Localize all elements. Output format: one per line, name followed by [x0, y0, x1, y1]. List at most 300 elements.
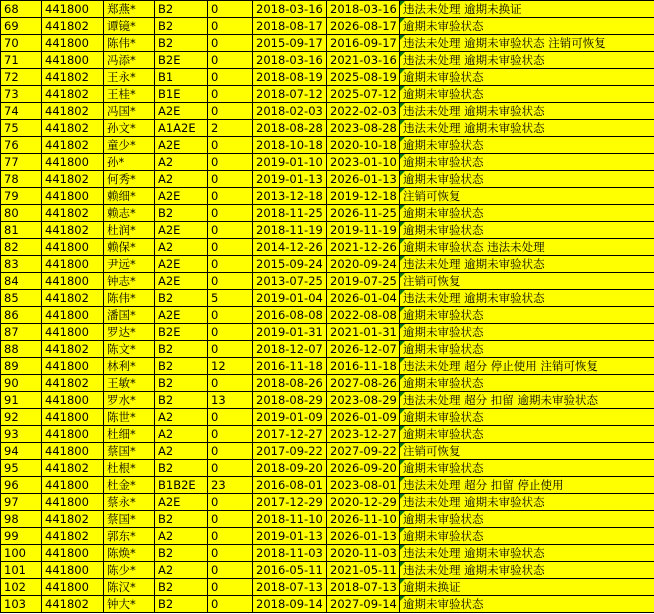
cell-status[interactable]: 违法未处理 逾期未审验状态 [400, 52, 654, 69]
cell-valid-until[interactable]: 2022-02-03 [327, 103, 400, 120]
cell-name[interactable]: 杜细* [104, 426, 155, 443]
cell-status[interactable]: 逾期未审验状态 [400, 426, 654, 443]
cell-license-class[interactable]: B2E [155, 324, 208, 341]
cell-issue-date[interactable]: 2019-01-09 [253, 409, 327, 426]
table-row [1, 443, 654, 460]
cell-status[interactable]: 违法未处理 逾期未审验状态 [400, 545, 654, 562]
cell-license-class[interactable]: B2 [155, 18, 208, 35]
cell-area-code[interactable]: 441800 [42, 545, 104, 562]
cell-issue-date[interactable]: 2018-10-18 [253, 137, 327, 154]
cell-issue-date[interactable]: 2018-12-07 [253, 341, 327, 358]
cell-license-class[interactable]: B1B2E [155, 477, 208, 494]
table-row [1, 307, 654, 324]
cell-area-code[interactable]: 441800 [42, 1, 104, 18]
cell-status[interactable]: 逾期未审验状态 [400, 341, 654, 358]
cell-row-number[interactable]: 101 [1, 562, 42, 579]
cell-license-class[interactable]: A2 [155, 426, 208, 443]
cell-points[interactable]: 0 [208, 443, 253, 460]
cell-points[interactable]: 12 [208, 358, 253, 375]
cell-valid-until[interactable]: 2027-09-14 [327, 596, 400, 613]
cell-issue-date[interactable]: 2018-11-19 [253, 222, 327, 239]
cell-points[interactable]: 0 [208, 562, 253, 579]
cell-license-class[interactable]: A2 [155, 171, 208, 188]
cell-status[interactable]: 注销可恢复 [400, 443, 654, 460]
cell-license-class[interactable]: B2 [155, 341, 208, 358]
cell-license-class[interactable]: B2E [155, 52, 208, 69]
cell-status[interactable]: 违法未处理 逾期未审验状态 [400, 256, 654, 273]
cell-name[interactable]: 谭镜* [104, 18, 155, 35]
cell-license-class[interactable]: A2E [155, 256, 208, 273]
cell-license-class[interactable]: B2 [155, 290, 208, 307]
cell-row-number[interactable]: 78 [1, 171, 42, 188]
cell-issue-date[interactable]: 2018-09-14 [253, 596, 327, 613]
cell-row-number[interactable]: 95 [1, 460, 42, 477]
cell-valid-until[interactable]: 2021-12-26 [327, 239, 400, 256]
cell-name[interactable]: 王敏* [104, 375, 155, 392]
cell-points[interactable]: 0 [208, 52, 253, 69]
cell-name[interactable]: 陈伟* [104, 35, 155, 52]
cell-area-code[interactable]: 441802 [42, 103, 104, 120]
cell-area-code[interactable]: 441800 [42, 562, 104, 579]
cell-name[interactable]: 陈伟* [104, 290, 155, 307]
cell-name[interactable]: 钟大* [104, 596, 155, 613]
cell-license-class[interactable]: B2 [155, 579, 208, 596]
cell-row-number[interactable]: 80 [1, 205, 42, 222]
cell-points[interactable]: 0 [208, 256, 253, 273]
cell-name[interactable]: 赖细* [104, 188, 155, 205]
cell-area-code[interactable]: 441802 [42, 171, 104, 188]
cell-area-code[interactable]: 441800 [42, 358, 104, 375]
cell-status[interactable]: 逾期未审验状态 [400, 69, 654, 86]
cell-name[interactable]: 蔡永* [104, 494, 155, 511]
cell-valid-until[interactable]: 2019-11-19 [327, 222, 400, 239]
cell-license-class[interactable]: A2 [155, 528, 208, 545]
cell-name[interactable]: 杜润* [104, 222, 155, 239]
cell-name[interactable]: 陈世* [104, 409, 155, 426]
cell-points[interactable]: 0 [208, 579, 253, 596]
cell-row-number[interactable]: 86 [1, 307, 42, 324]
cell-area-code[interactable]: 441800 [42, 35, 104, 52]
cell-row-number[interactable]: 83 [1, 256, 42, 273]
cell-status[interactable]: 逾期未审验状态 [400, 154, 654, 171]
cell-license-class[interactable]: B2 [155, 205, 208, 222]
cell-license-class[interactable]: A2E [155, 103, 208, 120]
cell-valid-until[interactable]: 2027-09-22 [327, 443, 400, 460]
cell-license-class[interactable]: B2 [155, 375, 208, 392]
cell-valid-until[interactable]: 2018-03-16 [327, 1, 400, 18]
cell-row-number[interactable]: 76 [1, 137, 42, 154]
cell-area-code[interactable]: 441802 [42, 205, 104, 222]
cell-area-code[interactable]: 441802 [42, 137, 104, 154]
cell-status[interactable]: 逾期未审验状态 [400, 375, 654, 392]
cell-issue-date[interactable]: 2017-09-22 [253, 443, 327, 460]
cell-row-number[interactable]: 85 [1, 290, 42, 307]
cell-area-code[interactable]: 441800 [42, 52, 104, 69]
cell-valid-until[interactable]: 2026-01-13 [327, 528, 400, 545]
cell-status[interactable]: 逾期未审验状态 [400, 205, 654, 222]
cell-area-code[interactable]: 441802 [42, 120, 104, 137]
cell-name[interactable]: 孙文* [104, 120, 155, 137]
cell-name[interactable]: 陈文* [104, 341, 155, 358]
cell-issue-date[interactable]: 2018-03-16 [253, 1, 327, 18]
cell-row-number[interactable]: 82 [1, 239, 42, 256]
cell-valid-until[interactable]: 2026-11-10 [327, 511, 400, 528]
cell-license-class[interactable]: A2 [155, 239, 208, 256]
cell-name[interactable]: 潘国* [104, 307, 155, 324]
cell-area-code[interactable]: 441802 [42, 511, 104, 528]
cell-area-code[interactable]: 441800 [42, 494, 104, 511]
cell-status[interactable]: 逾期未审验状态 [400, 528, 654, 545]
cell-issue-date[interactable]: 2018-07-12 [253, 86, 327, 103]
cell-license-class[interactable]: B2 [155, 545, 208, 562]
cell-issue-date[interactable]: 2017-12-27 [253, 426, 327, 443]
cell-points[interactable]: 0 [208, 341, 253, 358]
cell-valid-until[interactable]: 2021-05-11 [327, 562, 400, 579]
cell-valid-until[interactable]: 2026-12-07 [327, 341, 400, 358]
cell-valid-until[interactable]: 2025-07-12 [327, 86, 400, 103]
cell-issue-date[interactable]: 2019-01-10 [253, 154, 327, 171]
table-row [1, 392, 654, 409]
cell-issue-date[interactable]: 2018-08-17 [253, 18, 327, 35]
cell-license-class[interactable]: A2E [155, 494, 208, 511]
cell-area-code[interactable]: 441800 [42, 154, 104, 171]
cell-status[interactable]: 违法未处理 逾期未换证 [400, 1, 654, 18]
cell-name[interactable]: 蔡国* [104, 511, 155, 528]
cell-name[interactable]: 冯国* [104, 103, 155, 120]
cell-points[interactable]: 0 [208, 273, 253, 290]
cell-issue-date[interactable]: 2014-12-26 [253, 239, 327, 256]
cell-valid-until[interactable]: 2026-01-04 [327, 290, 400, 307]
cell-license-class[interactable]: A2E [155, 222, 208, 239]
cell-issue-date[interactable]: 2018-07-13 [253, 579, 327, 596]
cell-row-number[interactable]: 74 [1, 103, 42, 120]
cell-name[interactable]: 蔡国* [104, 443, 155, 460]
cell-points[interactable]: 0 [208, 460, 253, 477]
cell-issue-date[interactable]: 2013-07-25 [253, 273, 327, 290]
cell-points[interactable]: 0 [208, 222, 253, 239]
cell-license-class[interactable]: B2 [155, 460, 208, 477]
cell-status[interactable]: 逾期未审验状态 [400, 137, 654, 154]
cell-row-number[interactable]: 98 [1, 511, 42, 528]
cell-row-number[interactable]: 79 [1, 188, 42, 205]
cell-area-code[interactable]: 441802 [42, 86, 104, 103]
cell-name[interactable]: 赖保* [104, 239, 155, 256]
cell-row-number[interactable]: 89 [1, 358, 42, 375]
cell-row-number[interactable]: 97 [1, 494, 42, 511]
cell-valid-until[interactable]: 2016-09-17 [327, 35, 400, 52]
cell-points[interactable]: 0 [208, 205, 253, 222]
cell-valid-until[interactable]: 2019-12-18 [327, 188, 400, 205]
cell-valid-until[interactable]: 2019-07-25 [327, 273, 400, 290]
cell-issue-date[interactable]: 2018-02-03 [253, 103, 327, 120]
cell-valid-until[interactable]: 2020-09-24 [327, 256, 400, 273]
cell-issue-date[interactable]: 2016-08-01 [253, 477, 327, 494]
cell-valid-until[interactable]: 2025-08-19 [327, 69, 400, 86]
cell-area-code[interactable]: 441800 [42, 443, 104, 460]
cell-status[interactable]: 逾期未审验状态 违法未处理 [400, 239, 654, 256]
cell-points[interactable]: 0 [208, 426, 253, 443]
table-row [1, 273, 654, 290]
cell-points[interactable]: 0 [208, 528, 253, 545]
cell-points[interactable]: 0 [208, 1, 253, 18]
cell-row-number[interactable]: 87 [1, 324, 42, 341]
cell-area-code[interactable]: 441800 [42, 477, 104, 494]
cell-license-class[interactable]: B2 [155, 596, 208, 613]
cell-license-class[interactable]: B1E [155, 86, 208, 103]
cell-status[interactable]: 逾期未审验状态 [400, 596, 654, 613]
cell-row-number[interactable]: 70 [1, 35, 42, 52]
cell-name[interactable]: 陈焕* [104, 545, 155, 562]
cell-name[interactable]: 赖志* [104, 205, 155, 222]
cell-license-class[interactable]: B2 [155, 358, 208, 375]
cell-area-code[interactable]: 441800 [42, 239, 104, 256]
cell-row-number[interactable]: 68 [1, 1, 42, 18]
cell-points[interactable]: 0 [208, 69, 253, 86]
cell-valid-until[interactable]: 2020-11-03 [327, 545, 400, 562]
table-row [1, 256, 654, 273]
cell-points[interactable]: 0 [208, 103, 253, 120]
cell-name[interactable]: 尹远* [104, 256, 155, 273]
cell-issue-date[interactable]: 2018-09-20 [253, 460, 327, 477]
table-row [1, 341, 654, 358]
cell-status[interactable]: 违法未处理 超分 扣留 停止使用 [400, 477, 654, 494]
cell-points[interactable]: 0 [208, 324, 253, 341]
cell-name[interactable]: 何秀* [104, 171, 155, 188]
cell-status[interactable]: 逾期未审验状态 [400, 409, 654, 426]
cell-area-code[interactable]: 441800 [42, 426, 104, 443]
cell-status[interactable]: 逾期未审验状态 [400, 511, 654, 528]
cell-license-class[interactable]: A2E [155, 273, 208, 290]
cell-area-code[interactable]: 441800 [42, 392, 104, 409]
cell-row-number[interactable]: 73 [1, 86, 42, 103]
cell-points[interactable]: 0 [208, 154, 253, 171]
cell-points[interactable]: 0 [208, 307, 253, 324]
cell-points[interactable]: 0 [208, 596, 253, 613]
cell-license-class[interactable]: A2 [155, 562, 208, 579]
cell-name[interactable]: 陈汉* [104, 579, 155, 596]
cell-valid-until[interactable]: 2023-01-10 [327, 154, 400, 171]
cell-points[interactable]: 23 [208, 477, 253, 494]
cell-points[interactable]: 0 [208, 35, 253, 52]
cell-valid-until[interactable]: 2026-09-20 [327, 460, 400, 477]
cell-area-code[interactable]: 441800 [42, 273, 104, 290]
cell-status[interactable]: 逾期未审验状态 [400, 86, 654, 103]
cell-area-code[interactable]: 441802 [42, 222, 104, 239]
cell-area-code[interactable]: 441800 [42, 579, 104, 596]
cell-status[interactable]: 逾期未审验状态 [400, 460, 654, 477]
cell-valid-until[interactable]: 2016-11-18 [327, 358, 400, 375]
cell-license-class[interactable]: A1A2E [155, 120, 208, 137]
cell-status[interactable]: 逾期未换证 [400, 579, 654, 596]
cell-area-code[interactable]: 441802 [42, 375, 104, 392]
cell-issue-date[interactable]: 2018-08-26 [253, 375, 327, 392]
cell-points[interactable]: 0 [208, 409, 253, 426]
cell-issue-date[interactable]: 2013-12-18 [253, 188, 327, 205]
cell-license-class[interactable]: A2E [155, 307, 208, 324]
cell-issue-date[interactable]: 2018-11-25 [253, 205, 327, 222]
cell-row-number[interactable]: 102 [1, 579, 42, 596]
cell-status[interactable]: 违法未处理 逾期未审验状态 注销可恢复 [400, 35, 654, 52]
table-row [1, 103, 654, 120]
cell-name[interactable]: 童少* [104, 137, 155, 154]
cell-status[interactable]: 违法未处理 逾期未审验状态 [400, 494, 654, 511]
cell-name[interactable]: 王桂* [104, 86, 155, 103]
cell-points[interactable]: 0 [208, 494, 253, 511]
cell-row-number[interactable]: 75 [1, 120, 42, 137]
cell-issue-date[interactable]: 2018-08-28 [253, 120, 327, 137]
cell-license-class[interactable]: A2E [155, 137, 208, 154]
cell-issue-date[interactable]: 2016-11-18 [253, 358, 327, 375]
cell-name[interactable]: 郭东* [104, 528, 155, 545]
cell-row-number[interactable]: 88 [1, 341, 42, 358]
cell-valid-until[interactable]: 2026-01-13 [327, 171, 400, 188]
cell-name[interactable]: 钟志* [104, 273, 155, 290]
cell-area-code[interactable]: 441800 [42, 188, 104, 205]
cell-area-code[interactable]: 441802 [42, 596, 104, 613]
cell-name[interactable]: 杜根* [104, 460, 155, 477]
cell-points[interactable]: 0 [208, 137, 253, 154]
cell-license-class[interactable]: B2 [155, 1, 208, 18]
cell-points[interactable]: 2 [208, 120, 253, 137]
cell-status[interactable]: 逾期未审验状态 [400, 324, 654, 341]
cell-status[interactable]: 违法未处理 逾期未审验状态 [400, 290, 654, 307]
cell-valid-until[interactable]: 2021-03-16 [327, 52, 400, 69]
cell-valid-until[interactable]: 2023-08-29 [327, 392, 400, 409]
cell-valid-until[interactable]: 2026-11-25 [327, 205, 400, 222]
cell-points[interactable]: 0 [208, 18, 253, 35]
cell-status[interactable]: 违法未处理 逾期未审验状态 [400, 562, 654, 579]
cell-area-code[interactable]: 441802 [42, 69, 104, 86]
cell-license-class[interactable]: B2 [155, 392, 208, 409]
cell-license-class[interactable]: A2 [155, 409, 208, 426]
cell-license-class[interactable]: B2 [155, 35, 208, 52]
cell-area-code[interactable]: 441800 [42, 409, 104, 426]
cell-issue-date[interactable]: 2018-08-29 [253, 392, 327, 409]
cell-name[interactable]: 罗达* [104, 324, 155, 341]
cell-area-code[interactable]: 441800 [42, 324, 104, 341]
table-row [1, 409, 654, 426]
cell-row-number[interactable]: 103 [1, 596, 42, 613]
cell-valid-until[interactable]: 2020-10-18 [327, 137, 400, 154]
cell-issue-date[interactable]: 2016-08-08 [253, 307, 327, 324]
cell-points[interactable]: 5 [208, 290, 253, 307]
cell-status[interactable]: 违法未处理 超分 扣留 逾期未审验状态 [400, 392, 654, 409]
cell-status[interactable]: 注销可恢复 [400, 188, 654, 205]
cell-area-code[interactable]: 441802 [42, 18, 104, 35]
cell-status[interactable]: 违法未处理 逾期未审验状态 [400, 103, 654, 120]
cell-name[interactable]: 王永* [104, 69, 155, 86]
cell-row-number[interactable]: 93 [1, 426, 42, 443]
cell-issue-date[interactable]: 2018-08-19 [253, 69, 327, 86]
cell-license-class[interactable]: B2 [155, 511, 208, 528]
cell-row-number[interactable]: 94 [1, 443, 42, 460]
cell-license-class[interactable]: A2 [155, 443, 208, 460]
cell-issue-date[interactable]: 2019-01-31 [253, 324, 327, 341]
cell-license-class[interactable]: A2E [155, 188, 208, 205]
cell-name[interactable]: 林利* [104, 358, 155, 375]
cell-row-number[interactable]: 90 [1, 375, 42, 392]
cell-valid-until[interactable]: 2020-12-29 [327, 494, 400, 511]
cell-row-number[interactable]: 81 [1, 222, 42, 239]
cell-name[interactable]: 冯添* [104, 52, 155, 69]
cell-status[interactable]: 逾期未审验状态 [400, 171, 654, 188]
cell-name[interactable]: 罗水* [104, 392, 155, 409]
table-row [1, 222, 654, 239]
cell-status[interactable]: 违法未处理 逾期未审验状态 [400, 120, 654, 137]
cell-row-number[interactable]: 84 [1, 273, 42, 290]
cell-area-code[interactable]: 441802 [42, 528, 104, 545]
cell-row-number[interactable]: 77 [1, 154, 42, 171]
cell-name[interactable]: 郑燕* [104, 1, 155, 18]
cell-issue-date[interactable]: 2018-11-03 [253, 545, 327, 562]
cell-row-number[interactable]: 69 [1, 18, 42, 35]
cell-row-number[interactable]: 92 [1, 409, 42, 426]
cell-issue-date[interactable]: 2015-09-17 [253, 35, 327, 52]
cell-points[interactable]: 0 [208, 239, 253, 256]
cell-valid-until[interactable]: 2023-08-01 [327, 477, 400, 494]
cell-valid-until[interactable]: 2021-01-31 [327, 324, 400, 341]
cell-name[interactable]: 陈少* [104, 562, 155, 579]
cell-points[interactable]: 0 [208, 511, 253, 528]
cell-status[interactable]: 逾期未审验状态 [400, 307, 654, 324]
table-row [1, 290, 654, 307]
cell-valid-until[interactable]: 2027-08-26 [327, 375, 400, 392]
cell-issue-date[interactable]: 2015-09-24 [253, 256, 327, 273]
cell-row-number[interactable]: 99 [1, 528, 42, 545]
cell-row-number[interactable]: 96 [1, 477, 42, 494]
cell-area-code[interactable]: 441800 [42, 307, 104, 324]
cell-points[interactable]: 13 [208, 392, 253, 409]
cell-issue-date[interactable]: 2016-05-11 [253, 562, 327, 579]
cell-valid-until[interactable]: 2018-07-13 [327, 579, 400, 596]
table-row [1, 477, 654, 494]
cell-issue-date[interactable]: 2019-01-13 [253, 171, 327, 188]
cell-row-number[interactable]: 100 [1, 545, 42, 562]
cell-issue-date[interactable]: 2018-03-16 [253, 52, 327, 69]
cell-points[interactable]: 0 [208, 86, 253, 103]
cell-issue-date[interactable]: 2019-01-04 [253, 290, 327, 307]
table-row [1, 545, 654, 562]
cell-valid-until[interactable]: 2023-12-27 [327, 426, 400, 443]
cell-license-class[interactable]: B1 [155, 69, 208, 86]
cell-valid-until[interactable]: 2022-08-08 [327, 307, 400, 324]
cell-issue-date[interactable]: 2018-11-10 [253, 511, 327, 528]
cell-status[interactable]: 逾期未审验状态 [400, 18, 654, 35]
cell-area-code[interactable]: 441802 [42, 290, 104, 307]
cell-issue-date[interactable]: 2019-01-13 [253, 528, 327, 545]
cell-points[interactable]: 0 [208, 171, 253, 188]
cell-status[interactable]: 逾期未审验状态 [400, 222, 654, 239]
cell-area-code[interactable]: 441800 [42, 256, 104, 273]
cell-issue-date[interactable]: 2017-12-29 [253, 494, 327, 511]
cell-name[interactable]: 孙* [104, 154, 155, 171]
cell-row-number[interactable]: 71 [1, 52, 42, 69]
cell-points[interactable]: 0 [208, 375, 253, 392]
cell-area-code[interactable]: 441802 [42, 460, 104, 477]
cell-row-number[interactable]: 72 [1, 69, 42, 86]
cell-valid-until[interactable]: 2026-01-09 [327, 409, 400, 426]
cell-status[interactable]: 注销可恢复 [400, 273, 654, 290]
cell-valid-until[interactable]: 2023-08-28 [327, 120, 400, 137]
cell-points[interactable]: 0 [208, 545, 253, 562]
cell-valid-until[interactable]: 2026-08-17 [327, 18, 400, 35]
cell-name[interactable]: 杜金* [104, 477, 155, 494]
cell-row-number[interactable]: 91 [1, 392, 42, 409]
cell-license-class[interactable]: A2 [155, 154, 208, 171]
cell-area-code[interactable]: 441802 [42, 341, 104, 358]
cell-points[interactable]: 0 [208, 188, 253, 205]
cell-status[interactable]: 违法未处理 超分 停止使用 注销可恢复 [400, 358, 654, 375]
